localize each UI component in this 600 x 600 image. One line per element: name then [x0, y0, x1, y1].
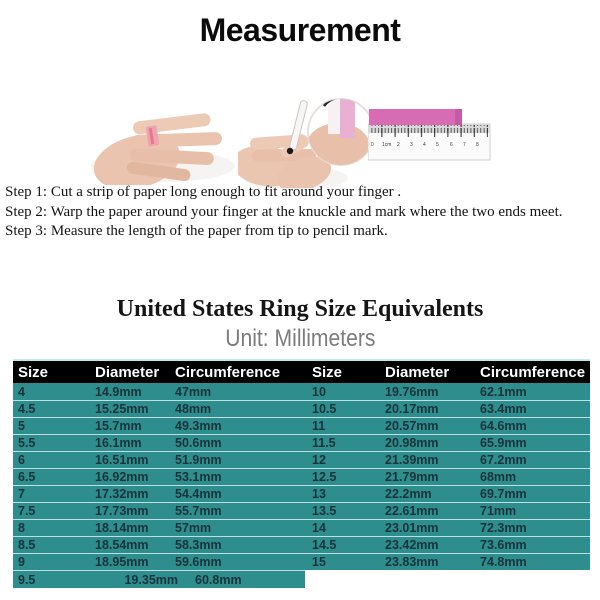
table-cell: 23.83mm [385, 555, 439, 569]
table-cell: 14.9mm [95, 384, 142, 399]
table-cell: 9 [18, 555, 25, 569]
table-cell: 21.79mm [385, 470, 439, 484]
table-cell: 12 [312, 453, 326, 467]
ruler-scale-labels [371, 142, 479, 148]
table-cell: 59.6mm [175, 555, 222, 569]
table-row [13, 468, 590, 485]
svg-text:6: 6 [450, 142, 453, 148]
table-cell: 10.5 [312, 402, 337, 416]
table-cell: 20.98mm [385, 436, 439, 450]
table-row [13, 553, 590, 570]
table-cell: 65.9mm [480, 436, 527, 450]
table-cell: 7.5 [18, 504, 36, 518]
table-cell: 67.2mm [480, 453, 527, 467]
header-circumference-right: Circumference [480, 363, 586, 381]
svg-text:0: 0 [371, 142, 374, 148]
table-cell: 64.6mm [480, 419, 527, 433]
table-cell: 58.3mm [175, 538, 222, 552]
table-cell: 68mm [480, 470, 517, 484]
table-cell: 22.2mm [385, 487, 432, 501]
table-cell: 19.35mm [124, 573, 178, 587]
table-row [13, 417, 590, 434]
table-cell: 8.5 [18, 538, 36, 552]
table-cell: 14 [312, 521, 326, 535]
table-cell: 11 [312, 419, 326, 433]
table-cell: 16.92mm [95, 470, 149, 484]
unit-subheading: Unit: Millimeters [224, 325, 376, 352]
table-cell: 63.4mm [480, 402, 527, 416]
table-cell: 6 [18, 453, 25, 467]
table-cell: 57mm [175, 521, 212, 535]
table-cell: 53.1mm [175, 470, 222, 484]
table-cell: 20.57mm [385, 419, 439, 433]
table-cell: 8 [18, 521, 25, 535]
table-cell: 17.32mm [95, 487, 149, 501]
table-row [13, 502, 590, 519]
table-cell: 69.7mm [480, 487, 527, 501]
header-diameter-left: Diameter [95, 363, 160, 381]
table-cell: 13 [312, 487, 326, 501]
table-cell: 16.1mm [95, 436, 142, 450]
table-cell: 54.4mm [175, 487, 222, 501]
table-cell: 18.54mm [95, 538, 149, 552]
table-cell: 4.5 [18, 402, 36, 416]
page-title: Measurement [199, 12, 401, 48]
table-cell: 20.17mm [385, 402, 439, 416]
table-cell: 62.1mm [480, 384, 527, 399]
instruction-photos [0, 0, 600, 200]
table-cell: 47mm [175, 384, 212, 399]
table-cell: 23.01mm [385, 521, 439, 535]
table-cell: 5 [18, 419, 25, 433]
table-row [13, 400, 590, 417]
svg-text:2: 2 [397, 142, 400, 148]
header-circumference-left: Circumference [175, 363, 281, 381]
step-1: Step 1: Cut a strip of paper long enough to fit around your finger . [5, 184, 402, 200]
table-cell: 72.3mm [480, 521, 527, 535]
table-cell: 71mm [480, 504, 517, 518]
table-cell: 18.95mm [95, 555, 149, 569]
table-row [13, 536, 590, 553]
step-2: Step 2: Warp the paper around your finger at the knuckle and mark where the two ends meet. [5, 203, 563, 220]
table-cell: 23.42mm [385, 538, 439, 552]
header-size-left: Size [18, 363, 49, 381]
svg-text:7: 7 [463, 142, 466, 148]
table-cell: 74.8mm [480, 555, 527, 569]
ring-size-table [13, 359, 590, 588]
table-row [13, 519, 590, 536]
measurement-steps [5, 183, 563, 242]
table-rows [13, 383, 590, 570]
table-row [13, 485, 590, 502]
table-cell: 9.5 [18, 573, 36, 587]
table-cell: 15 [312, 555, 326, 569]
table-cell: 18.14mm [95, 521, 149, 535]
table-row [13, 451, 590, 468]
marking-photo [238, 92, 378, 188]
table-cell: 48mm [175, 402, 212, 416]
table-cell: 73.6mm [480, 538, 527, 552]
table-row-last [13, 570, 305, 588]
step-3: Step 3: Measure the length of the paper from tip to pencil mark. [5, 223, 388, 239]
table-cell: 60.8mm [195, 573, 242, 587]
table-row [13, 434, 590, 451]
table-cell: 15.25mm [95, 402, 149, 416]
table-cell: 12.5 [312, 470, 337, 484]
table-cell: 11.5 [312, 436, 336, 450]
table-cell: 6.5 [18, 470, 36, 484]
table-cell: 50.6mm [175, 436, 222, 450]
svg-text:4: 4 [423, 142, 426, 148]
ruler-photo [368, 104, 493, 162]
header-size-right: Size [312, 363, 343, 381]
section-heading: United States Ring Size Equivalents [116, 296, 484, 322]
table-cell: 55.7mm [175, 504, 222, 518]
table-cell: 21.39mm [385, 453, 439, 467]
header-diameter-right: Diameter [385, 363, 450, 381]
table-cell: 22.61mm [385, 504, 439, 518]
table-cell: 7 [18, 487, 25, 501]
table-cell: 10 [312, 384, 326, 399]
table-cell: 49.3mm [175, 419, 222, 433]
table-row [13, 383, 590, 400]
hand-strip-photo [85, 100, 245, 185]
table-cell: 5.5 [18, 436, 36, 450]
svg-text:5: 5 [436, 142, 439, 148]
table-cell: 19.76mm [385, 384, 439, 399]
table-cell: 4 [18, 384, 25, 399]
table-cell: 17.73mm [95, 504, 149, 518]
table-header-row [13, 361, 590, 383]
svg-text:3: 3 [410, 142, 413, 148]
svg-text:8: 8 [476, 142, 479, 148]
table-cell: 51.9mm [175, 453, 222, 467]
table-cell: 16.51mm [95, 453, 149, 467]
svg-text:1cm: 1cm [382, 142, 392, 148]
table-cell: 13.5 [312, 504, 337, 518]
table-cell: 15.7mm [95, 419, 142, 433]
table-cell: 14.5 [312, 538, 337, 552]
